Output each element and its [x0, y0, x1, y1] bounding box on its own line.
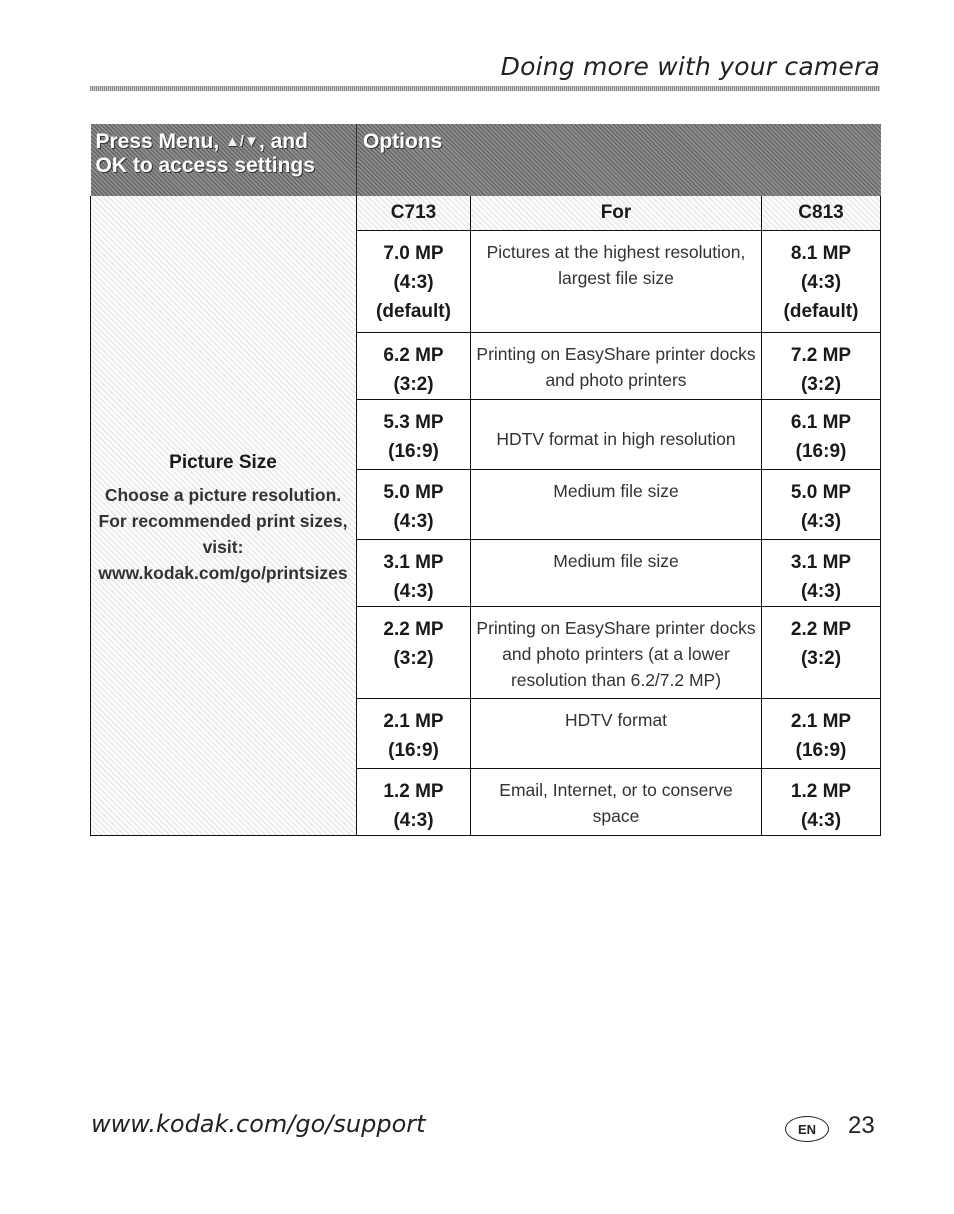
- c813-option: 2.1 MP (16:9): [762, 699, 881, 769]
- menu-instructions-header: [91, 124, 357, 196]
- up-down-arrow-icon: ▲/▼: [225, 133, 259, 150]
- header-rule: [90, 86, 880, 91]
- c813-column-header: C813: [762, 196, 881, 231]
- options-subheader-row: [91, 196, 881, 231]
- c713-option: 3.1 MP (4:3): [357, 540, 471, 607]
- option-use: HDTV format: [471, 699, 762, 769]
- setting-description: [96, 482, 350, 586]
- table-header-row: [91, 124, 881, 196]
- c713-option: 7.0 MP (4:3) (default): [357, 231, 471, 333]
- setting-desc-line-1: Choose a picture resolution.: [104, 484, 342, 505]
- setting-name: Picture Size: [169, 451, 277, 473]
- c713-option: 2.1 MP (16:9): [357, 699, 471, 769]
- c713-option: 6.2 MP (3:2): [357, 333, 471, 400]
- support-link[interactable]: www.kodak.com/go/support: [91, 1110, 426, 1138]
- option-use: Printing on EasyShare printer docks and photo printers: [471, 333, 762, 400]
- option-use: HDTV format in high resolution: [471, 400, 762, 470]
- printsizes-link[interactable]: www.kodak.com/go/printsizes: [98, 562, 348, 583]
- header-and: , and: [258, 130, 308, 153]
- options-header: Options: [357, 124, 881, 196]
- language-badge-icon: EN: [785, 1116, 829, 1142]
- c713-option: 2.2 MP (3:2): [357, 607, 471, 699]
- c813-option: 8.1 MP (4:3) (default): [762, 231, 881, 333]
- option-use: Email, Internet, or to conserve space: [471, 769, 762, 836]
- setting-desc-line-2: For recommended print sizes, visit:: [98, 510, 348, 557]
- option-use: Pictures at the highest resolution, largest file size: [471, 231, 762, 333]
- header-ok-access: OK to access settings: [95, 154, 315, 177]
- header-press-menu: Press Menu,: [95, 130, 220, 153]
- option-use: Medium file size: [471, 470, 762, 540]
- option-use: Printing on EasyShare printer docks and photo printers (at a lower resolution than 6.2/7.2 MP): [471, 607, 762, 699]
- setting-description-cell: [91, 196, 357, 836]
- c813-option: 5.0 MP (4:3): [762, 470, 881, 540]
- for-column-header: For: [471, 196, 762, 231]
- c813-option: 7.2 MP (3:2): [762, 333, 881, 400]
- c713-option: 5.0 MP (4:3): [357, 470, 471, 540]
- c813-option: 3.1 MP (4:3): [762, 540, 881, 607]
- picture-size-settings-table: [90, 124, 881, 836]
- c813-option: 6.1 MP (16:9): [762, 400, 881, 470]
- c813-option: 2.2 MP (3:2): [762, 607, 881, 699]
- page-number: 23: [848, 1112, 875, 1139]
- page-header-title: Doing more with your camera: [500, 52, 880, 81]
- c713-column-header: C713: [357, 196, 471, 231]
- option-use: Medium file size: [471, 540, 762, 607]
- c713-option: 1.2 MP (4:3): [357, 769, 471, 836]
- c813-option: 1.2 MP (4:3): [762, 769, 881, 836]
- c713-option: 5.3 MP (16:9): [357, 400, 471, 470]
